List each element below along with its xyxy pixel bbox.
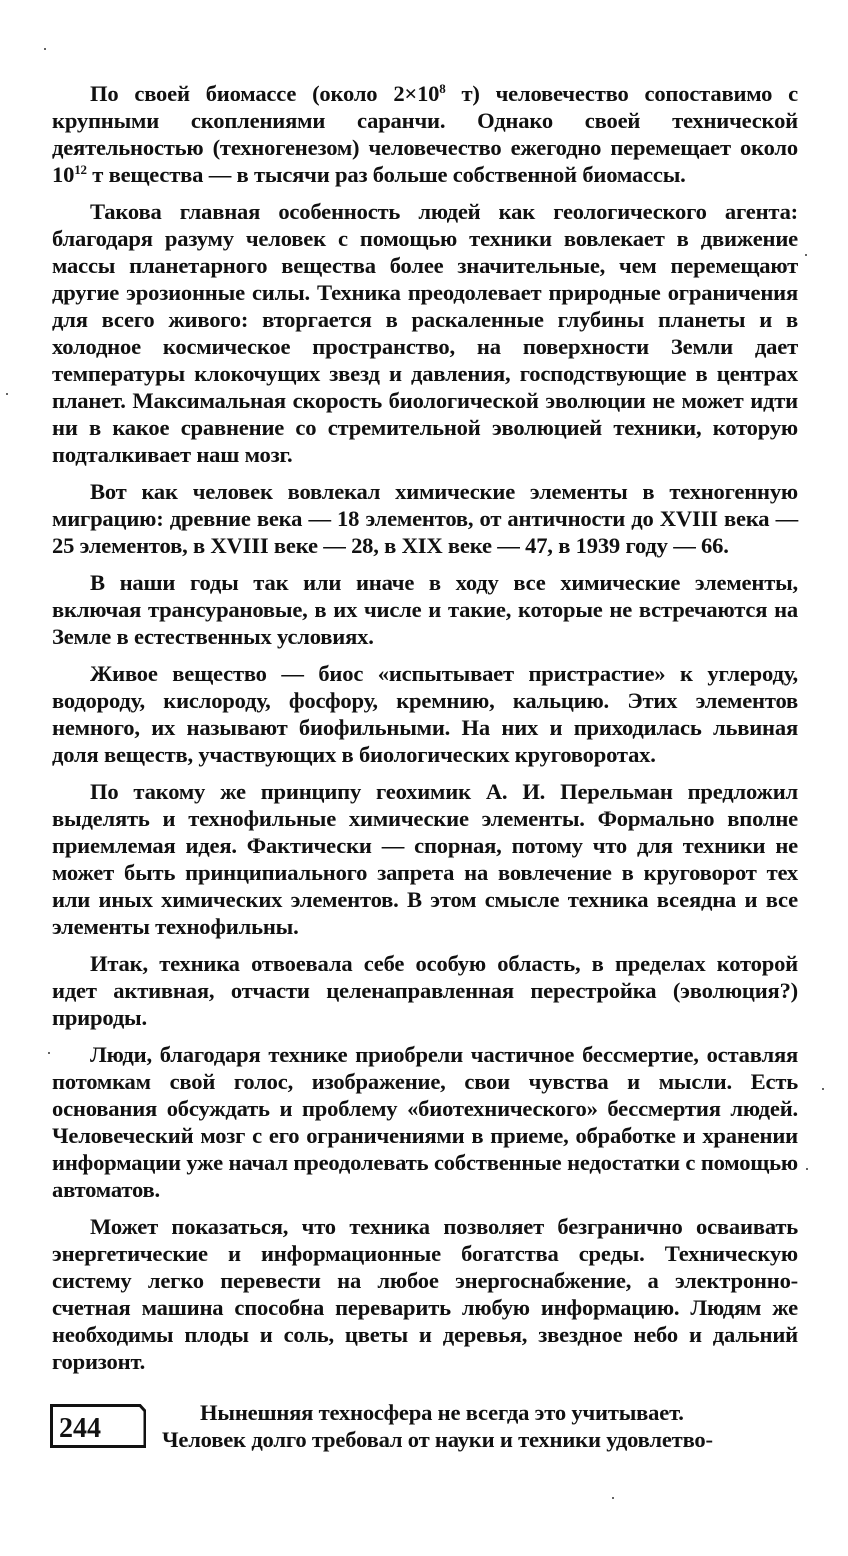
scan-speck [44,48,46,50]
scan-speck [822,1088,824,1090]
paragraph-4: В наши годы так или иначе в ходу все химические элементы, включая трансурановые, в их числе и такие, которые не встречаются на Земле в естественных условиях. [52,570,798,649]
footer-line-2: Человек долго требовал от науки и техники удовлетво- [162,1427,713,1452]
paragraph-1-text-a: По своей биомассе (около 2×10 [90,81,440,106]
page-body [52,80,798,1385]
paragraph-1-text-c: т вещества — в тысячи раз больше собственной биомассы. [86,162,686,187]
page-number: 244 [50,1404,136,1448]
paragraph-3: Вот как человек вовлекал химические элементы в техногенную миграцию: древние века — 18 элементов, от античности до XVIII века — 25 элементов, в XVIII веке — 28, в XIX веке — 47, в 1939 году — 66. [52,479,798,558]
paragraph-6: По такому же принципу геохимик А. И. Перельман предложил выделять и технофильные химические элементы. Формально вполне приемлемая идея. Фактически — спорная, потому что для техники не может быть принципиального запрета на вовлечение в круговорот тех или иных химических элементов. В этом смысле техника всеядна и все элементы технофильны. [52,779,798,939]
paragraph-1 [52,80,798,188]
paragraph-2: Такова главная особенность людей как геологического агента: благодаря разуму человек с помощью техники вовлекает в движение массы планетарного вещества более значительные, чем перемещают другие эрозионные силы. Техника преодолевает природные ограничения для всего живого: вторгается в раскаленные глубины планеты и в холодное космическое пространство, на поверхности Земли дает температуры клокочущих звезд и давления, господствующие в центрах планет. Максимальная скорость биологической эволюции не может идти ни в какое сравнение со стремительной эволюцией техники, которую подталкивает наш мозг. [52,199,798,467]
paragraph-8: Люди, благодаря технике приобрели частичное бессмертие, оставляя потомкам свой голос, изображение, свои чувства и мысли. Есть основания обсуждать и проблему «биотехнического» бессмертия людей. Человеческий мозг с его ограничениями в приеме, обработке и хранении информации уже начал преодолевать собственные недостатки с помощью автоматов. [52,1042,798,1202]
paragraph-5: Живое вещество — биос «испытывает пристрастие» к углероду, водороду, кислороду, фосфору, кремнию, кальцию. Этих элементов немного, их называют биофильными. На них и приходилась львиная доля веществ, участвующих в биологических круговоротах. [52,661,798,767]
paragraph-9: Может показаться, что техника позволяет безгранично осваивать энергетические и информационные богатства среды. Техническую систему легко перевести на любое энергоснабжение, а электронно-счетная машина способна переварить любую информацию. Людям же необходимы плоды и соль, цветы и деревья, звездное небо и дальний горизонт. [52,1214,798,1374]
paragraph-7: Итак, техника отвоевала себе особую область, в пределах которой идет активная, отчасти целенаправленная перестройка (эволюция?) природы. [52,951,798,1030]
scan-speck [612,1497,614,1499]
page-footer [50,1399,798,1459]
exponent-8: 8 [439,81,446,96]
footer-line-1: Нынешняя техносфера не всегда это учитывает. [200,1400,684,1425]
scan-speck [6,393,8,395]
scan-speck [805,254,807,256]
scan-speck [48,1052,50,1054]
page-number-bracket-icon [136,1404,146,1448]
exponent-12: 12 [74,162,87,177]
paragraph-1-text-b: т) человечество сопоставимо с крупными скоплениями саранчи. Однако своей технической деятельностью (техногенезом) человечество ежегодно перемещает около 10 [52,81,798,187]
scan-speck [806,1168,808,1170]
footer-text [162,1399,798,1453]
